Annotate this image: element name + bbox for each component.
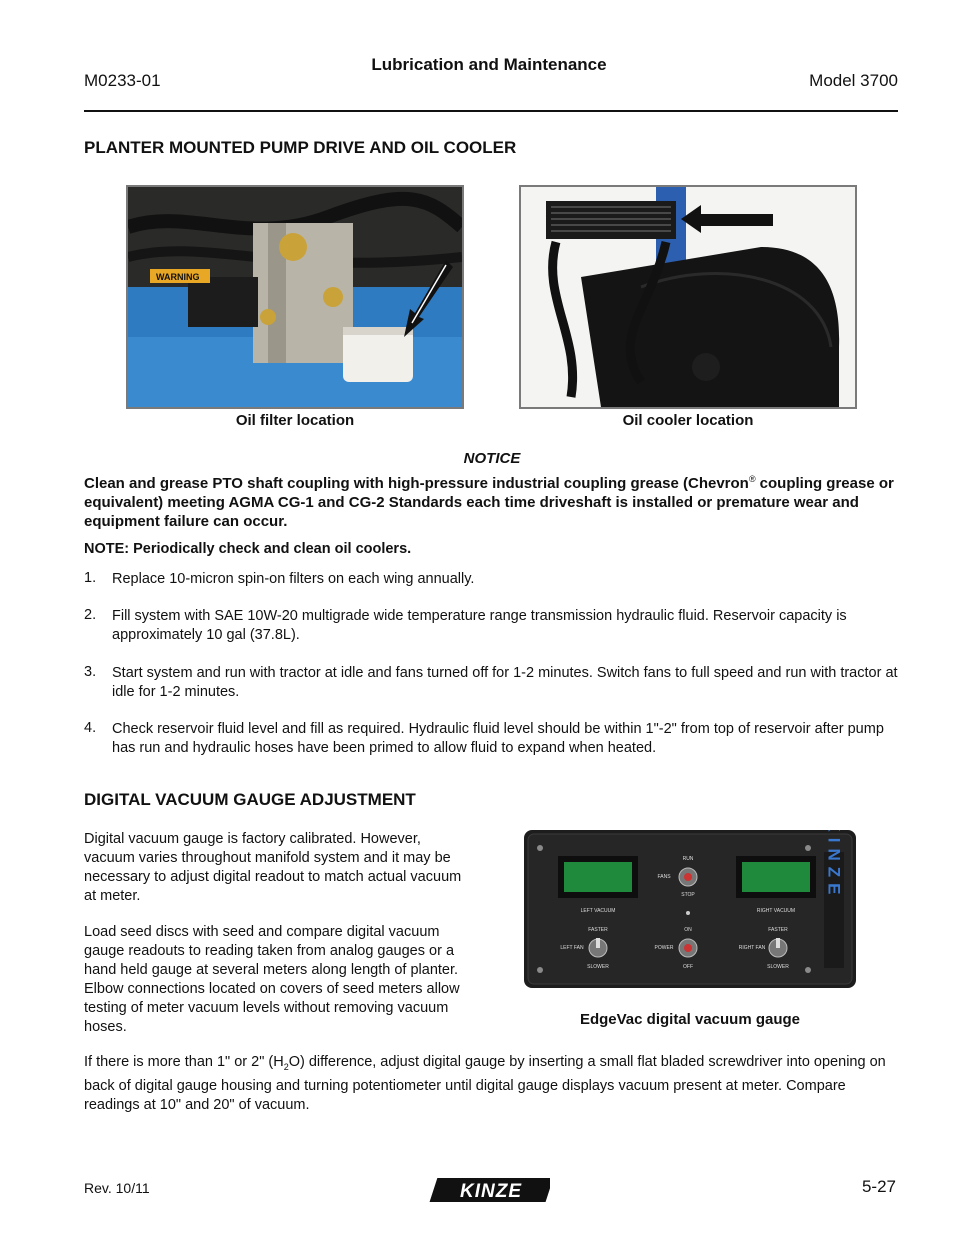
vacuum-paragraph-3 [84,1053,898,1115]
left-fan-label: LEFT FAN [560,945,584,951]
note-oil-coolers: NOTE: Periodically check and clean oil coolers. [84,541,412,557]
section-title: Lubrication and Maintenance [371,55,607,74]
step-number: 4. [84,720,97,736]
oil-filter-illustration [128,187,462,407]
oil-cooler-photo [519,185,857,409]
step-number: 2. [84,607,97,623]
right-vacuum-label: RIGHT VACUUM [756,908,796,914]
revision-date: Rev. 10/11 [84,1180,150,1196]
oil-filter-caption: Oil filter location [235,412,355,429]
slower-right-label: SLOWER [767,964,789,970]
step-text: Fill system with SAE 10W-20 multigrade wide temperature range transmission hydraulic fluid. Reservoir capacity is approximately 10 gal (37.8L). [112,608,847,643]
water-subscript: 2 [283,1061,289,1072]
kinze-vertical-logo: KINZE [824,830,844,901]
kinze-logo-text: KINZE [460,1181,522,1202]
notice-text-end: coupling grease or equivalent) meeting AGMA CG-1 and CG-2 Standards each time driveshaft is installed or premature wear and equipment failure can occur. [84,475,894,530]
edgevac-gauge-illustration [524,830,856,988]
notice-body [84,470,898,531]
faster-right-label: FASTER [768,927,788,933]
edgevac-gauge-photo [524,830,856,988]
page-number: 5-27 [861,1177,896,1196]
stop-label: STOP [681,892,695,898]
kinze-logo-graphic [428,1176,550,1204]
power-label: POWER [654,945,674,951]
slower-left-label: SLOWER [587,964,609,970]
edgevac-caption: EdgeVac digital vacuum gauge [579,1011,801,1028]
vacuum-paragraph-1: Digital vacuum gauge is factory calibrated. However, vacuum varies throughout manifold system and it may be necessary to adjust digital readout to match actual vacuum at meter. [84,831,462,904]
registered-mark: ® [748,474,756,484]
step-number: 3. [84,664,97,680]
faster-left-label: FASTER [588,927,608,933]
oil-cooler-illustration [521,187,855,407]
step-text: Check reservoir fluid level and fill as required. Hydraulic fluid level should be within 1"-2" from top of reservoir after pump has run and hydraulic hoses have been primed to allow fluid to expand when heated. [112,721,884,756]
oil-filter-photo [126,185,464,409]
oil-cooler-caption: Oil cooler location [622,412,754,429]
step-text: Start system and run with tractor at idle and fans turned off for 1-2 minutes. Switch fans to full speed and run with tractor at idle for 1-2 minutes. [112,665,898,700]
step-text: Replace 10-micron spin-on filters on each wing annually. [112,571,475,587]
vacuum-paragraph-2: Load seed discs with seed and compare digital vacuum gauge readouts to reading taken from analog gauges or a hand held gauge at several meters along length of planter. Elbow connections located on covers of seed meters allow testing of meter vacuum levels without removing vacuum hoses. [84,924,460,1035]
vacuum-section-heading: DIGITAL VACUUM GAUGE ADJUSTMENT [84,790,416,809]
on-label: ON [684,927,692,933]
off-label: OFF [683,964,693,970]
notice-title: NOTICE [463,450,521,467]
kinze-footer-logo [428,1176,550,1204]
warning-decal: WARNING [156,272,200,282]
para3-text-end: O) difference, adjust digital gauge by inserting a small flat bladed screwdriver into opening on back of digital gauge housing and turning potentiometer until digital gauge displays vacuum present at meter. Compare readings at 10" and 20" of vacuum. [84,1054,886,1113]
doc-number: M0233-01 [84,71,161,90]
left-vacuum-label: LEFT VACUUM [580,908,616,914]
fans-label: FANS [657,874,671,880]
run-label: RUN [682,856,694,862]
para3-text-start: If there is more than 1" or 2" (H [84,1054,284,1070]
pump-section-heading: PLANTER MOUNTED PUMP DRIVE AND OIL COOLER [84,138,517,157]
model-name: Model 3700 [809,71,898,90]
right-fan-label: RIGHT FAN [738,945,766,951]
header-rule [84,110,898,112]
notice-text-start: Clean and grease PTO shaft coupling with high-pressure industrial coupling grease (Chevron [84,475,749,492]
step-number: 1. [84,570,97,586]
